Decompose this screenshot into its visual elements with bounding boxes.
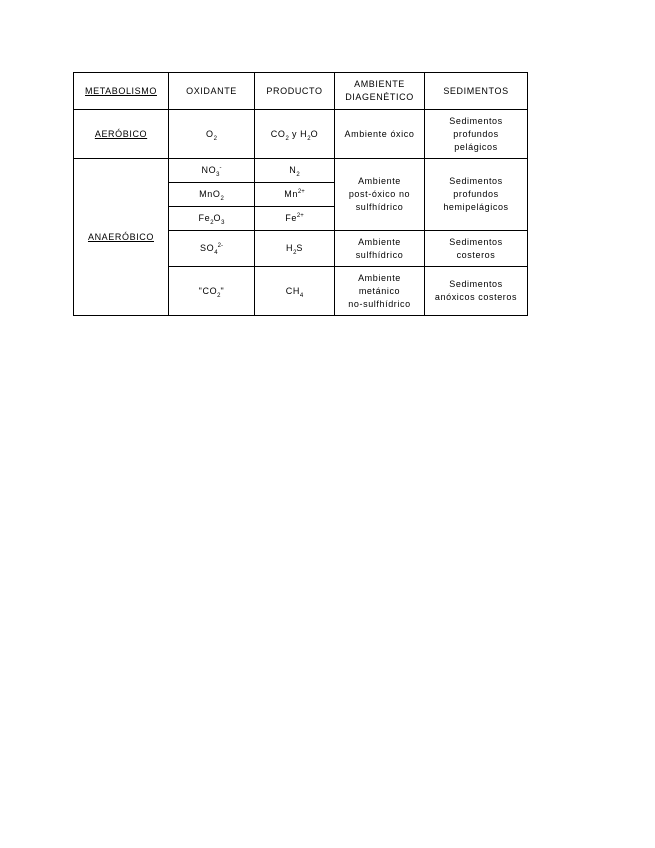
header-producto: PRODUCTO <box>255 73 335 110</box>
oxidante-o2: $O_2$ <box>169 110 255 159</box>
oxidante-so4: $SO_4^{2-}$ <box>169 231 255 267</box>
producto-co2-h2o: $CO_2$ y $H_2O$ <box>255 110 335 159</box>
ambiente-postoxico: Ambiente post-óxico no sulfhídrico <box>335 159 425 231</box>
sedimentos-costeros: Sedimentos costeros <box>425 231 528 267</box>
producto-n2: $N_2$ <box>255 159 335 183</box>
producto-ch4: $CH_4$ <box>255 267 335 316</box>
producto-fe2: $Fe^{2+}$ <box>255 207 335 231</box>
header-oxidante: OXIDANTE <box>169 73 255 110</box>
ambiente-oxico: Ambiente óxico <box>335 110 425 159</box>
producto-mn2: $Mn^{2+}$ <box>255 183 335 207</box>
header-metabolismo: METABOLISMO <box>74 73 169 110</box>
producto-h2s: $H_2S$ <box>255 231 335 267</box>
oxidante-no3: $NO_3^-$ <box>169 159 255 183</box>
ambiente-metanico: Ambiente metánico no-sulfhídrico <box>335 267 425 316</box>
sedimentos-hemipelagicos: Sedimentos profundos hemipelágicos <box>425 159 528 231</box>
oxidante-mno2: MnO$_2$ <box>169 183 255 207</box>
header-sedimentos: SEDIMENTOS <box>425 73 528 110</box>
aerobic-row <box>74 110 528 159</box>
aerobico-label: AERÓBICO <box>74 110 169 159</box>
oxidante-fe2o3: $Fe_2O_3$ <box>169 207 255 231</box>
no3-row <box>74 159 528 183</box>
sedimentos-pelagicos: Sedimentos profundos pelágicos <box>425 110 528 159</box>
metabolism-table <box>73 72 528 316</box>
header-ambiente: AMBIENTE DIAGENÉTICO <box>335 73 425 110</box>
sedimentos-anoxicos: Sedimentos anóxicos costeros <box>425 267 528 316</box>
oxidante-co2: "$CO_2$" <box>169 267 255 316</box>
ambiente-sulfhidrico: Ambiente sulfhídrico <box>335 231 425 267</box>
anaerobico-label: ANAERÓBICO <box>74 159 169 316</box>
header-row <box>74 73 528 110</box>
